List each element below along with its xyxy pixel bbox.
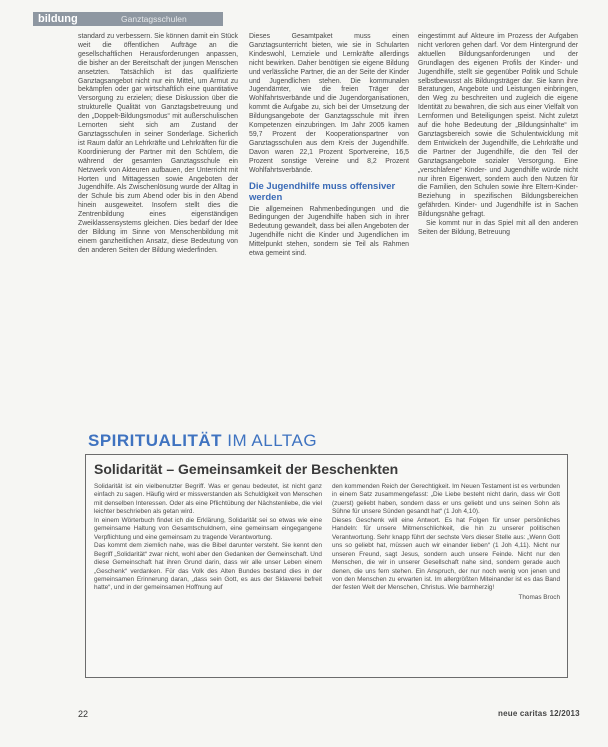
section-label: bildung [38, 13, 78, 25]
article-column-2 [249, 33, 409, 259]
spirituality-box [85, 454, 568, 678]
article-paragraph: Die allgemeinen Rahmenbedingungen und die Bedingungen der Jugendhilfe haben sich in ihrer Bedeutung gewandelt, dass bei allen Angeboten der Jugendhilfe nicht die Kinder und Jugendlichen im Mittelpunkt stehen, sondern sie Teil als Rahmen etwa gemeint sind. [249, 205, 409, 258]
box-paragraph: Dieses Geschenk will eine Antwort. Es hat Folgen für unser persönliches Handeln: für unsere Mitmenschlichkeit, die hin zu unserer politischen Verantwortung. Sehr knapp führt der sechste Vers dieser Stelle aus: „Wenn Gott uns so geliebt hat, müssen auch wir einander lieben“ (1 Joh 4,11). Nicht nur unseren Freund, sagt Jesus, sondern auch unsere Feinde. Nicht nur den Menschen, die wir in unserer Gesellschaft nahe sind, sondern gerade auch denen, die uns fern stehen. Ein Anspruch, der nur noch wenig von jenen und von den Menschen zu erwarten ist. Im allergrößten Miteinander ist es das Band der festen Welt der Menschen, Christus. Wie barmherzig! [332, 516, 560, 592]
page-number: 22 [78, 709, 89, 719]
box-paragraph: In einem Wörterbuch findet ich die Erklärung, Solidarität sei so etwas wie eine gemeinsame Haltung von Gesamtschuldnern, eine gemeinsam eingegangene Verpflichtung und eine gemeinsam zu tragende Verantwortung. [94, 516, 322, 541]
box-column-left [94, 483, 322, 593]
article-paragraph: Dieses Gesamtpaket muss einen Ganztagsunterricht bieten, wie sie in Schularten Kindeswohl, Lernziele und Lernkräfte allerdings nicht bewirken. Daher benötigen sie eigene Bildung und verlässliche Partner, die an der Seite der Kinder und Jugendlichen stehen. Die kommunalen Jugendämter, wie die freien Träger der Wohlfahrtsverbände und die Jugendorganisationen, kommt die Aufgabe zu, sich bei der Umsetzung der Bildungsangebote der Ganztagsschule mit ihren Kompetenzen einzubringen. Im Jahr 2005 kamen 59,7 Prozent der Kooperationspartner von Ganztagsschulen aus dem Kreis der Jugendhilfe. Davon waren 22,1 Prozent Sportvereine, 16,5 Prozent sonstige Vereine und 8,2 Prozent Wohlfahrtsverbände. [249, 33, 409, 174]
box-paragraph: den kommenden Reich der Gerechtigkeit. Im Neuen Testament ist es verbunden in einem Satz zusammengefasst: „Die Liebe besteht nicht darin, dass wir Gott (zuerst) geliebt haben, sondern dass er uns geliebt und uns seinen Sohn als Sühne für unsere Sünden gesandt hat“ (1 Joh 4,10). [332, 483, 560, 516]
box-column-right [332, 483, 560, 602]
box-paragraph: Das kommt dem ziemlich nahe, was die Bibel darunter versteht. Sie kennt den Begriff „Solidarität“ zwar nicht, wohl aber den Gedanken der Gemeinschaft. Und diese Gemeinschaft hat ihren Grund darin, dass wir alle unser Leben einem „Geschenk“ verdanken. Für das Volk des Alten Bundes bestand dies in der gemeinsamen Erinnerung daran, „dass sein Gott, es aus der Sklaverei befreit hatte“, und in der gemeinsamen Hoffnung auf [94, 542, 322, 592]
article-paragraph: eingestimmt auf Akteure im Prozess der Aufgaben nicht verloren gehen darf. Vor dem Hintergrund der aktuellen Bildungsanforderungen und der Grundlagen des eigenen Profils der Kinder- und Jugendhilfe, stellt sie gegenüber Politik und Schule selbstbewusst als Bildungsträger dar. Sie kann ihre Beratungen, Angebote und Leistungen einbringen, den Weg zu beschreiten und zugleich die eigene Identität zu bewahren, die sich aus einer Vielfalt von Lernformen und Beteiligungen speist. Nicht zuletzt auf die hohe Bedeutung der „Bildungsinhalte“ im Ganztagsbereich sowie die Schulentwicklung mit dem Entwickeln der Jugendhilfe, die Lehrkräfte und die Partner der Jugendhilfe, die den Teil der Ganztagsangebote sozialer Versorgung. Eine „verschlafene“ Kinder- und Jugendhilfe würde nicht nur ihren Eigenwert, sondern auch den Nutzen für die Familien, den Schulen sowie ihre Eltern-Kinder-Beziehung in spezifischen Bildungsbereichen gefährden. Kinder- und Jugendhilfe ist in Sachen Bildungsnähe gefragt. [418, 33, 578, 219]
author-name: Thomas Broch [518, 593, 560, 601]
article-column-1 [78, 33, 238, 256]
box-heading: Solidarität – Gemeinsamkeit der Beschenkten [94, 461, 399, 477]
article-paragraph: standard zu verbessern. Sie können damit ein Stück weit die öffentlichen Aufträge an die gesellschaftlichen Herausforderungen anpassen, die bisher an der Bereitschaft der jungen Menschen ansetzten. Tatsächlich ist das qualifizierte Ganztagsangebot nicht nur ein Mittel, um Armut zu bekämpfen oder gar wirtschaftlich eine quantitative Versorgung zu erzielen; diese Diskussion über die strukturelle Qualität von Ganztagsbetreuung und den „Doppelt-Bildungsmodus“ mit außerschulischen Lernorten sieht sich am Zustand der Ganztagsschulen in seiner Sonderlage. Sicherlich ist Raum dafür an Lehrkräfte und Lehrkräften für die Koordinierung der Partner mit den Schülern, die während der gesamten Ganztagsschule ein Netzwerk von Akteuren aufbauen, der Unterricht mit Horten und Mittagessen sowie Angeboten der Jugendhilfe. Als Zwischenlösung wurde der Alltag in der Schule bis zum Abend oder bis in den Abend hinein ausgeweitet. Insofern stellt dies die Zentrenbildung eines eigenständigen Zweiklassensystems gleichen. Dies bedarf der Idee der Bildung im Sinne von Menschenbildung mit einem ganzheitlichen Ansatz, diese Bedeutung von den anderen Seiten der Bildung wiederfinden. [78, 33, 238, 254]
article-column-3 [418, 33, 578, 238]
magazine-name: neue caritas 12/2013 [498, 709, 580, 718]
spirituality-title-light: IM ALLTAG [227, 431, 318, 450]
spirituality-title [88, 431, 317, 451]
article-paragraph: Sie kommt nur in das Spiel mit all den anderen Seiten der Bildung, Betreuung [418, 220, 578, 236]
spirituality-title-bold: SPIRITUALITÄT [88, 431, 222, 450]
box-paragraph: Solidarität ist ein vielbenutzter Begriff. Was er genau bedeutet, ist nicht ganz einfach zu sagen. Häufig wird er missverstanden als Schuldigkeit von Menschen mit denselben Interessen. Oder als eine Pflichtübung der Nächstenliebe, die viel leichter beschrieben als getan wird. [94, 483, 322, 516]
topic-label: Ganztagsschulen [121, 14, 187, 24]
article-subheading: Die Jugendhilfe muss offensiver werden [249, 180, 396, 203]
